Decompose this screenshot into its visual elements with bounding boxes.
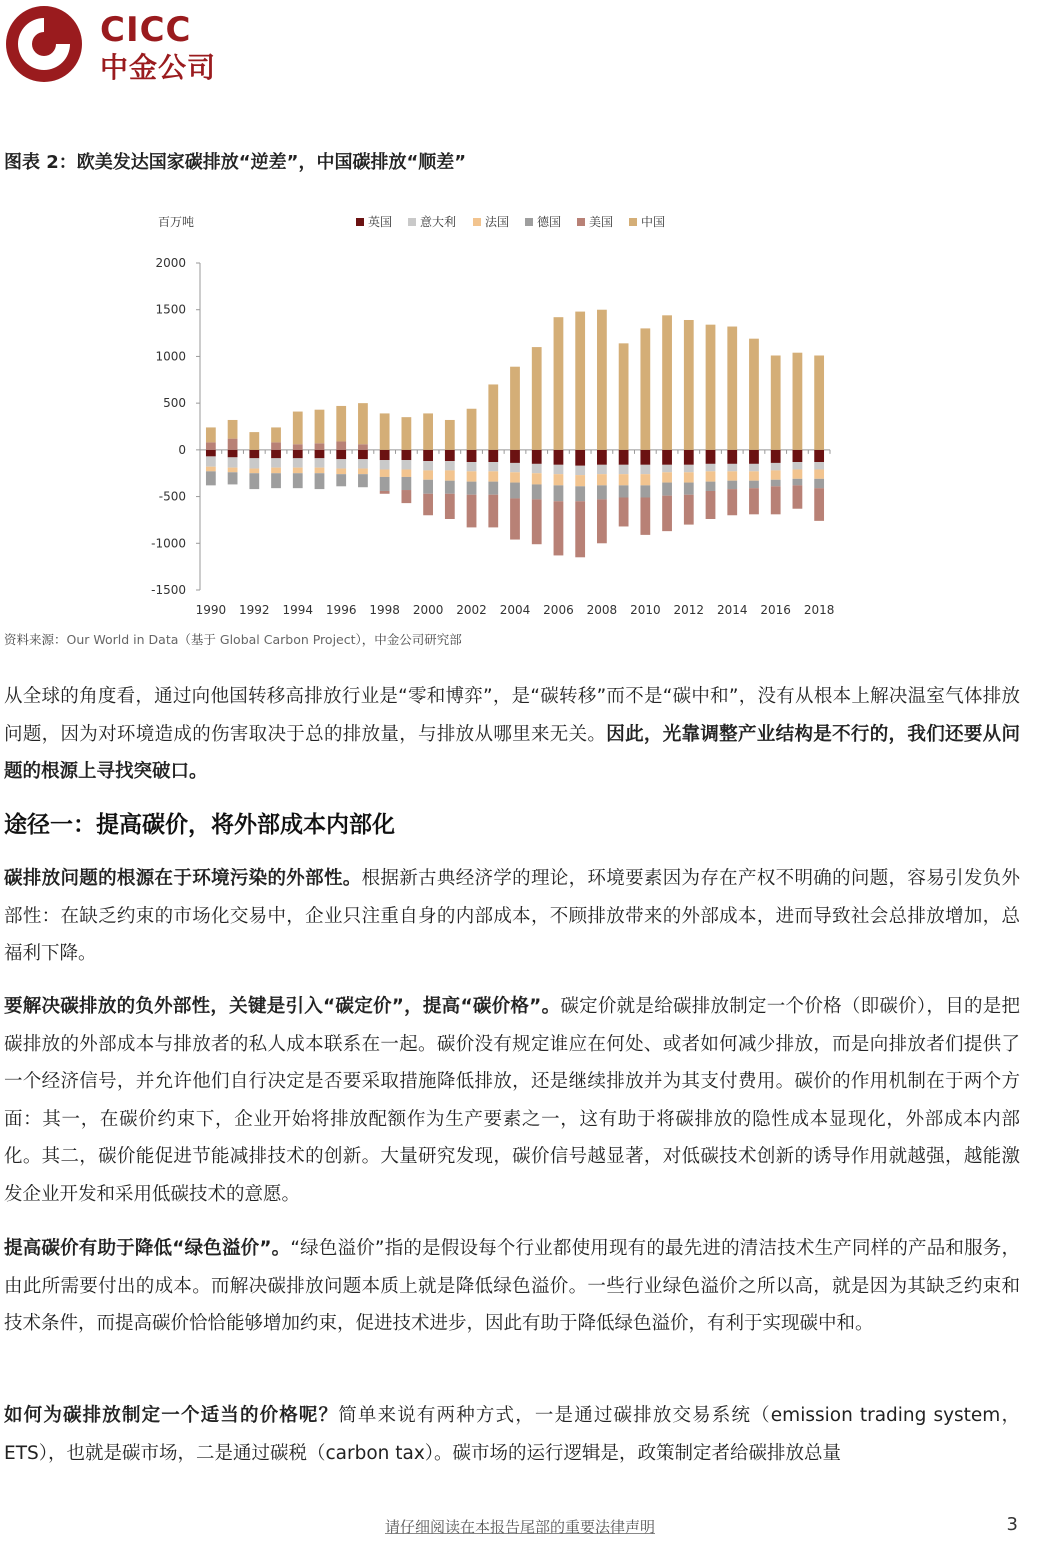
- x-axis-labels: [196, 603, 835, 617]
- x-tick-label: 2012: [673, 603, 705, 617]
- y-tick-label: 500: [163, 396, 186, 411]
- bar-segment: [467, 482, 477, 495]
- bar-segment: [510, 472, 520, 482]
- y-tick-label: 1000: [155, 349, 186, 364]
- bar-segment: [467, 462, 477, 471]
- bar-segment: [315, 410, 325, 444]
- paragraph-5: [4, 1397, 1020, 1472]
- chart-bars: [206, 310, 824, 558]
- bar-segment: [380, 469, 390, 476]
- bar-segment: [271, 468, 281, 474]
- bar-segment: [423, 494, 433, 515]
- bar-segment: [358, 459, 368, 468]
- bar-segment: [401, 417, 411, 450]
- bar-segment: [488, 482, 498, 495]
- legend-swatch: [356, 218, 364, 226]
- x-tick-label: 1996: [325, 603, 357, 617]
- y-tick-label: -500: [158, 489, 186, 504]
- bar-segment: [575, 475, 585, 486]
- bar-segment: [401, 490, 411, 503]
- bar-segment: [423, 480, 433, 494]
- bar-segment: [793, 462, 803, 469]
- bar-segment: [532, 473, 542, 484]
- bar-segment: [488, 495, 498, 528]
- bar-segment: [771, 480, 781, 487]
- bar-segment: [488, 384, 498, 449]
- source-end: ），中金公司研究部: [355, 632, 462, 647]
- bar-segment: [380, 413, 390, 449]
- source-mid: （基于: [178, 632, 220, 647]
- x-tick-label: 2008: [586, 603, 618, 617]
- bar-segment: [793, 469, 803, 478]
- y-axis-labels: [151, 256, 186, 597]
- x-tick-label: 2016: [760, 603, 791, 617]
- x-tick-label: 2004: [499, 603, 531, 617]
- bar-segment: [445, 470, 455, 480]
- bar-segment: [423, 413, 433, 449]
- bar-segment: [706, 471, 716, 481]
- bar-segment: [315, 450, 325, 458]
- legend-swatch: [629, 218, 637, 226]
- bar-segment: [358, 403, 368, 444]
- bar-segment: [271, 442, 281, 449]
- bar-segment: [554, 501, 564, 555]
- paragraph-1-text: 从全球的角度看，通过向他国转移高排放行业是“零和博弈”，是“碳转移”而不是“碳中和”，没有从根本上解决温室气体排放问题，因为对环境造成的伤害取决于总的排放量，与排放从哪里来无关。: [4, 686, 1020, 745]
- source-our-world-in-data: Our World in Data: [66, 632, 179, 647]
- bar-segment: [510, 450, 520, 463]
- y-axis-unit-label: 百万吨: [158, 215, 195, 229]
- bar-segment: [206, 467, 216, 472]
- bar-segment: [771, 470, 781, 479]
- bar-segment: [228, 468, 238, 473]
- bar-segment: [727, 471, 737, 480]
- legend-swatch: [577, 218, 585, 226]
- bar-segment: [554, 317, 564, 450]
- bar-segment: [554, 450, 564, 465]
- bar-segment: [749, 488, 759, 514]
- bar-segment: [510, 483, 520, 499]
- paragraph-3-bold: 要解决碳排放的负外部性，关键是引入“碳定价”，提高“碳价格”。: [4, 996, 561, 1017]
- bar-segment: [749, 339, 759, 450]
- bar-segment: [532, 464, 542, 473]
- cicc-logo: [4, 4, 234, 84]
- legend-label: 意大利: [420, 215, 457, 229]
- bar-segment: [206, 442, 216, 449]
- x-tick-label: 1992: [239, 603, 270, 617]
- bar-segment: [814, 469, 824, 478]
- bar-segment: [749, 450, 759, 464]
- legal-disclaimer-link[interactable]: [0, 1516, 1040, 1537]
- legal-disclaimer-text: 请仔细阅读在本报告尾部的重要法律声明: [384, 1518, 655, 1536]
- bar-segment: [619, 450, 629, 465]
- paragraph-4-bold: 提高碳价有助于降低“绿色溢价”。: [4, 1238, 291, 1259]
- bar-segment: [249, 458, 259, 468]
- cicc-logo-icon: [4, 4, 84, 84]
- source-prefix: 资料来源：: [4, 632, 67, 647]
- bar-segment: [575, 486, 585, 501]
- chart-legend: [356, 214, 665, 229]
- bar-segment: [488, 450, 498, 462]
- bar-segment: [271, 450, 281, 458]
- bar-segment: [575, 501, 585, 557]
- bar-segment: [467, 450, 477, 462]
- bar-segment: [380, 460, 390, 469]
- bar-segment: [532, 450, 542, 464]
- bar-segment: [597, 450, 607, 465]
- bar-segment: [554, 485, 564, 501]
- bar-segment: [575, 466, 585, 475]
- bar-segment: [532, 499, 542, 544]
- bar-segment: [706, 325, 716, 450]
- figure-source: [4, 630, 462, 648]
- bar-segment: [814, 479, 824, 488]
- bar-segment: [771, 355, 781, 449]
- x-tick-label: 2000: [412, 603, 444, 617]
- bar-segment: [771, 463, 781, 470]
- bar-segment: [401, 469, 411, 476]
- bar-segment: [771, 486, 781, 514]
- bar-segment: [445, 494, 455, 519]
- bar-segment: [445, 450, 455, 461]
- bar-segment: [793, 353, 803, 450]
- page-number: 3: [1006, 1514, 1018, 1535]
- bar-segment: [315, 458, 325, 467]
- bar-segment: [814, 488, 824, 521]
- bar-segment: [510, 498, 520, 539]
- bar-segment: [597, 474, 607, 485]
- legend-swatch: [408, 218, 416, 226]
- bar-segment: [532, 347, 542, 450]
- bar-segment: [445, 420, 455, 450]
- paragraph-3-text: 碳定价就是给碳排放制定一个价格（即碳价），目的是把碳排放的外部成本与排放者的私人成本联系在一起。碳价没有规定谁应在何处、或者如何减少排放，而是向排放者们提供了一个经济信号，并允许他们自行决定是否要采取措施降低排放，还是继续排放并为其支付费用。碳价的作用机制在于两个方面：其一，在碳价约束下，企业开始将排放配额作为生产要素之一，这有助于将碳排放的隐性成本显现化，外部成本内部化。其二，碳价能促进节能减排技术的创新。大量研究发现，碳价信号越显著，对低碳技术创新的诱导作用就越强，越能激发企业开发和采用低碳技术的意愿。: [4, 996, 1020, 1205]
- bar-segment: [619, 485, 629, 497]
- paragraph-2-bold: 碳排放问题的根源在于环境污染的外部性。: [4, 868, 362, 889]
- legend-swatch: [525, 218, 533, 226]
- legend-label: 德国: [537, 215, 562, 229]
- bar-segment: [684, 483, 694, 495]
- bar-segment: [684, 495, 694, 525]
- bar-segment: [293, 412, 303, 445]
- bar-segment: [206, 427, 216, 442]
- bar-segment: [814, 462, 824, 469]
- paragraph-5-bold: 如何为碳排放制定一个适当的价格呢？: [4, 1405, 339, 1426]
- bar-segment: [401, 460, 411, 469]
- bar-segment: [228, 450, 238, 457]
- bar-segment: [445, 461, 455, 470]
- bar-segment: [336, 459, 346, 468]
- paragraph-1-bold: 因此，光靠调整产业结构是不行的，我们还要从问题的根源上寻找突破口。: [4, 723, 1020, 782]
- bar-segment: [401, 450, 411, 460]
- bar-segment: [793, 485, 803, 508]
- x-tick-label: 1998: [369, 603, 400, 617]
- bar-segment: [293, 468, 303, 474]
- bar-segment: [662, 496, 672, 532]
- bar-segment: [510, 367, 520, 450]
- logo-text-en: CICC: [100, 10, 192, 50]
- logo-text-cn: 中金公司: [100, 51, 217, 84]
- bar-segment: [619, 498, 629, 527]
- bar-segment: [619, 343, 629, 450]
- x-tick-label: 1990: [195, 603, 227, 617]
- paragraph-2-text: 根据新古典经济学的理论，环境要素因为存在产权不明确的问题，容易引发负外部性：在缺乏约束的市场化交易中，企业只注重自身的内部成本，不顾排放带来的外部成本，进而导致社会总排放增加，总福利下降。: [4, 868, 1020, 964]
- legend-swatch: [473, 218, 481, 226]
- bar-segment: [597, 485, 607, 499]
- paragraph-2: [4, 860, 1020, 973]
- bar-segment: [749, 464, 759, 471]
- bar-segment: [662, 483, 672, 496]
- bar-segment: [749, 481, 759, 488]
- bar-segment: [597, 465, 607, 474]
- paragraph-4: [4, 1230, 1020, 1343]
- x-tick-label: 1994: [282, 603, 314, 617]
- bar-segment: [336, 474, 346, 486]
- bar-segment: [271, 473, 281, 488]
- x-tick-label: 2010: [630, 603, 661, 617]
- bar-segment: [532, 484, 542, 499]
- bar-segment: [793, 450, 803, 462]
- bar-segment: [336, 406, 346, 442]
- bar-segment: [315, 443, 325, 450]
- bar-segment: [488, 471, 498, 481]
- bar-segment: [662, 450, 672, 465]
- bar-segment: [554, 474, 564, 485]
- bar-segment: [640, 485, 650, 497]
- bar-segment: [727, 327, 737, 450]
- x-tick-label: 2014: [716, 603, 748, 617]
- emissions-chart: [0, 200, 1040, 630]
- bar-segment: [401, 477, 411, 490]
- bar-segment: [271, 427, 281, 442]
- x-tick-label: 2006: [543, 603, 574, 617]
- bar-segment: [727, 450, 737, 464]
- bar-segment: [488, 462, 498, 471]
- bar-segment: [293, 444, 303, 450]
- bar-segment: [467, 471, 477, 481]
- legend-label: 法国: [485, 215, 510, 229]
- bar-segment: [706, 491, 716, 519]
- bar-segment: [771, 450, 781, 463]
- bar-segment: [358, 469, 368, 475]
- bar-segment: [293, 450, 303, 458]
- bar-segment: [315, 468, 325, 474]
- bar-segment: [640, 498, 650, 535]
- bar-segment: [249, 473, 259, 489]
- bar-segment: [228, 420, 238, 439]
- bar-segment: [727, 464, 737, 471]
- bar-segment: [206, 450, 216, 457]
- legend-label: 英国: [368, 215, 393, 229]
- legend-label: 美国: [589, 215, 614, 229]
- bar-segment: [206, 471, 216, 485]
- bar-segment: [445, 481, 455, 494]
- bar-segment: [423, 461, 433, 470]
- bar-segment: [510, 463, 520, 472]
- bar-segment: [336, 441, 346, 449]
- legend-label: 中国: [641, 215, 666, 229]
- y-tick-label: -1000: [151, 536, 186, 551]
- figure-title: 图表 2：欧美发达国家碳排放“逆差”，中国碳排放“顺差”: [4, 152, 467, 173]
- bar-segment: [380, 491, 390, 494]
- bar-segment: [662, 315, 672, 450]
- bar-segment: [467, 409, 477, 450]
- bar-segment: [597, 499, 607, 543]
- x-tick-label: 2018: [803, 603, 835, 617]
- bar-segment: [554, 465, 564, 474]
- y-tick-label: -1500: [151, 583, 186, 597]
- bar-segment: [575, 450, 585, 466]
- x-tick-label: 2002: [456, 603, 487, 617]
- bar-segment: [206, 456, 216, 466]
- paragraph-3: [4, 988, 1020, 1213]
- bar-segment: [727, 489, 737, 515]
- bar-segment: [619, 474, 629, 485]
- bar-segment: [684, 320, 694, 450]
- bar-segment: [814, 355, 824, 449]
- bar-segment: [597, 310, 607, 450]
- bar-segment: [684, 472, 694, 482]
- paragraph-1: [4, 678, 1020, 791]
- bar-segment: [271, 458, 281, 467]
- bar-segment: [249, 469, 259, 474]
- bar-segment: [293, 473, 303, 488]
- bar-segment: [380, 477, 390, 491]
- bar-segment: [706, 482, 716, 491]
- source-global-carbon-project: Global Carbon Project: [219, 632, 356, 647]
- bar-segment: [640, 450, 650, 465]
- bar-segment: [727, 481, 737, 489]
- paragraph-5-text: 简单来说有两种方式，一是通过碳排放交易系统（emission trading system，ETS），也就是碳市场，二是通过碳税（carbon tax）。碳市场的运行逻辑是，政策制定者给碳排放总量: [4, 1405, 1020, 1464]
- bar-segment: [228, 472, 238, 484]
- bar-segment: [619, 465, 629, 474]
- section-heading: 途径一：提高碳价，将外部成本内部化: [4, 812, 395, 838]
- y-tick-label: 0: [178, 442, 186, 457]
- bar-segment: [467, 495, 477, 528]
- bar-segment: [706, 450, 716, 464]
- bar-segment: [336, 450, 346, 459]
- bar-segment: [249, 450, 259, 458]
- bar-segment: [423, 450, 433, 461]
- bar-segment: [315, 473, 325, 489]
- bar-segment: [336, 469, 346, 475]
- bar-segment: [358, 474, 368, 487]
- bar-segment: [814, 450, 824, 462]
- bar-segment: [293, 458, 303, 467]
- bar-segment: [684, 450, 694, 465]
- bar-segment: [662, 472, 672, 482]
- bar-segment: [575, 312, 585, 450]
- bar-segment: [358, 450, 368, 459]
- bar-segment: [640, 465, 650, 474]
- bar-segment: [749, 471, 759, 480]
- bar-segment: [228, 457, 238, 467]
- bar-segment: [640, 474, 650, 485]
- bar-segment: [358, 444, 368, 450]
- bar-segment: [228, 439, 238, 450]
- bar-segment: [423, 470, 433, 479]
- y-tick-label: 1500: [155, 302, 186, 317]
- bar-segment: [706, 464, 716, 471]
- bar-segment: [662, 465, 672, 472]
- bar-segment: [249, 432, 259, 450]
- y-tick-label: 2000: [155, 256, 186, 270]
- bar-segment: [640, 328, 650, 449]
- bar-segment: [793, 479, 803, 486]
- paragraph-4-text: “绿色溢价”指的是假设每个行业都使用现有的最先进的清洁技术生产同样的产品和服务，由此所需要付出的成本。而解决碳排放问题本质上就是降低绿色溢价。一些行业绿色溢价之所以高，就是因为其缺乏约束和技术条件，而提高碳价恰恰能够增加约束，促进技术进步，因此有助于降低绿色溢价，有利于实现碳中和。: [4, 1238, 1020, 1334]
- bar-segment: [684, 465, 694, 472]
- bar-segment: [380, 450, 390, 460]
